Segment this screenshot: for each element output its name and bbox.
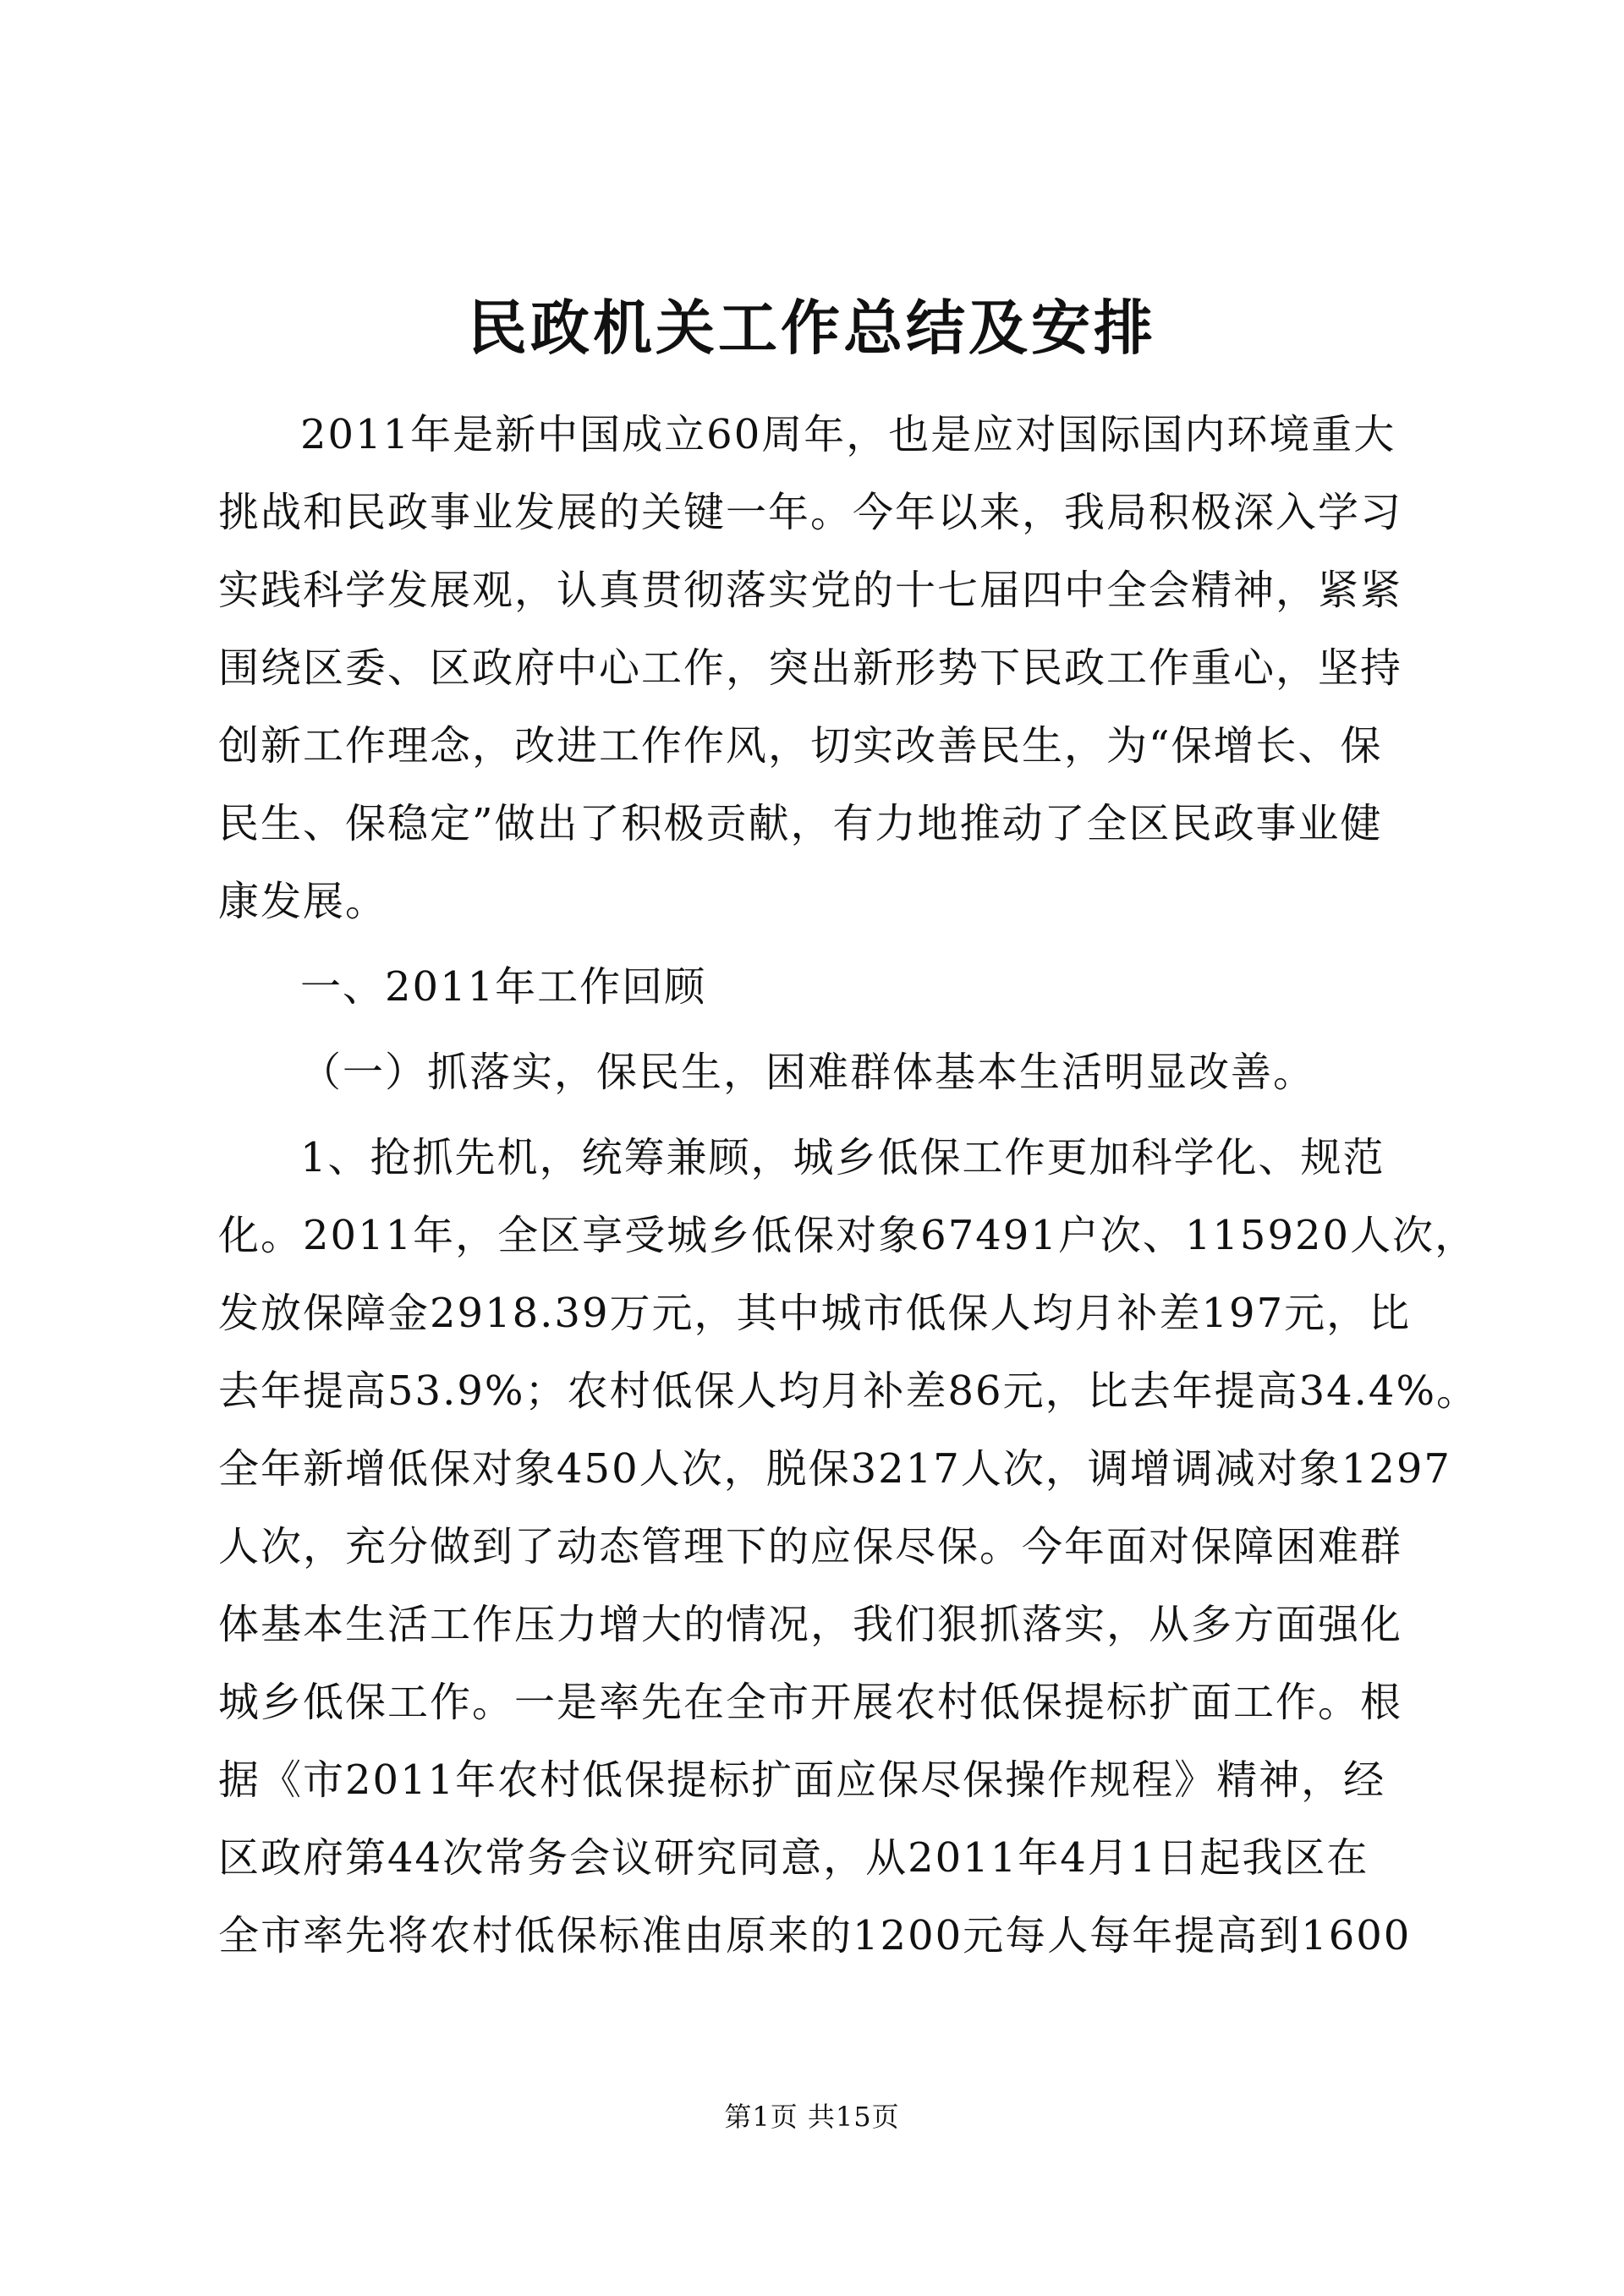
body-line: 1、抢抓先机，统筹兼顾，城乡低保工作更加科学化、规范 <box>300 1134 1385 1181</box>
body-line: 创新工作理念，改进工作作风，切实改善民生，为“保增长、保 <box>218 722 1383 770</box>
body-line: 康发展。 <box>218 878 388 925</box>
body-line: 挑战和民政事业发展的关键一年。今年以来，我局积极深入学习 <box>218 489 1403 536</box>
body-line: 围绕区委、区政府中心工作，突出新形势下民政工作重心，坚持 <box>218 644 1403 692</box>
body-line: 人次，充分做到了动态管理下的应保尽保。今年面对保障困难群 <box>218 1523 1403 1570</box>
document-title: 民政机关工作总结及安排 <box>468 293 1156 363</box>
body-line: 区政府第44次常务会议研究同意，从2011年4月1日起我区在 <box>218 1834 1369 1882</box>
body-line: 全年新增低保对象450人次，脱保3217人次，调增调减对象1297 <box>218 1445 1451 1493</box>
body-line: 城乡低保工作。一是率先在全市开展农村低保提标扩面工作。根 <box>218 1679 1403 1726</box>
section-heading: 一、2011年工作回顾 <box>300 963 707 1011</box>
body-line: 民生、保稳定”做出了积极贡献，有力地推动了全区民政事业健 <box>218 800 1383 847</box>
body-line: 2011年是新中国成立60周年，也是应对国际国内环境重大 <box>300 411 1396 458</box>
body-line: 去年提高53.9%；农村低保人均月补差86元，比去年提高34.4%。 <box>218 1367 1479 1415</box>
body-line: 体基本生活工作压力增大的情况，我们狠抓落实，从多方面强化 <box>218 1601 1403 1648</box>
body-line: 发放保障金2918.39万元，其中城市低保人均月补差197元，比 <box>218 1290 1412 1337</box>
page-number-footer: 第1页 共15页 <box>724 2101 900 2133</box>
body-line: 化。2011年，全区享受城乡低保对象67491户次、115920人次， <box>218 1212 1478 1259</box>
body-line: 全市率先将农村低保标准由原来的1200元每人每年提高到1600 <box>218 1912 1412 1959</box>
body-line: 据《市2011年农村低保提标扩面应保尽保操作规程》精神，经 <box>218 1756 1386 1804</box>
subsection-heading: （一）抓落实，保民生，困难群体基本生活明显改善。 <box>300 1049 1316 1096</box>
body-line: 实践科学发展观，认真贯彻落实党的十七届四中全会精神，紧紧 <box>218 567 1403 614</box>
